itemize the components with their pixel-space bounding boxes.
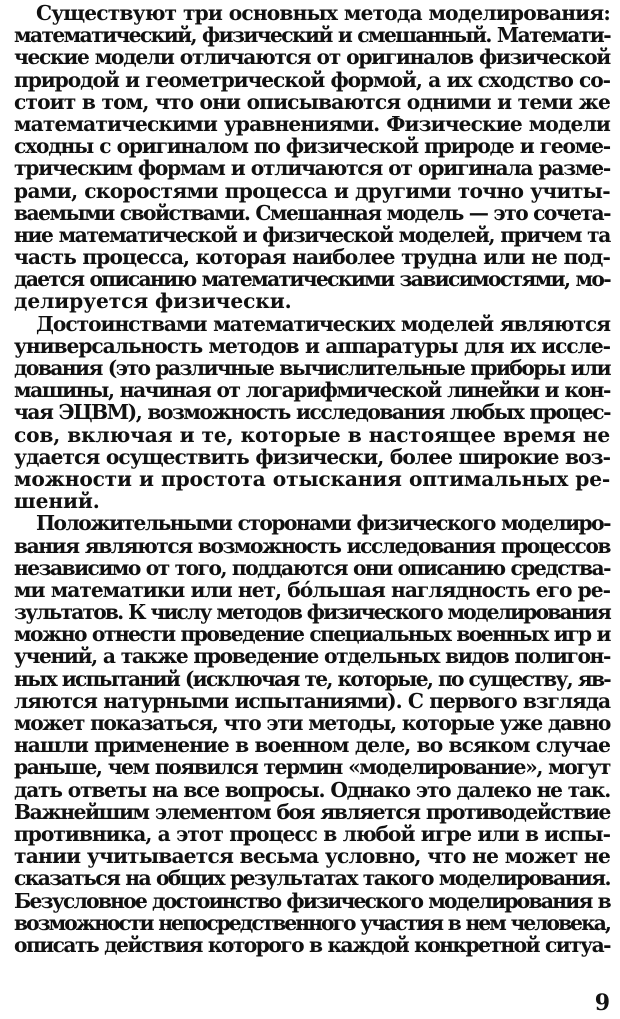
- text-line: ных испытаний (исключая те, которые, по существу, яв-: [14, 666, 610, 691]
- text-line: тании учитывается весьма условно, что не может не: [14, 844, 610, 869]
- text-line: возможности непосредственного участия в нем человека,: [14, 910, 610, 935]
- text-line: независимо от того, поддаются они описанию средства-: [14, 555, 610, 580]
- text-line: противника, а этот процесс в любой игре или в испы-: [14, 821, 610, 846]
- text-line: учений, а также проведение отдельных видов полигон-: [14, 644, 610, 669]
- text-line: Положительными сторонами физического моделиро-: [36, 511, 610, 536]
- text-line: чая ЭЦВМ), возможность исследования любых процес-: [14, 400, 610, 425]
- text-line: нашли применение в военном деле, во всяком случае: [14, 733, 610, 758]
- text-line: зультатов. К числу методов физического моделирования: [14, 600, 610, 625]
- text-line: может показаться, что эти методы, которые уже давно: [14, 711, 610, 735]
- text-line: можности и простота отыскания оптимальных ре-: [14, 466, 610, 491]
- text-line: стоит в том, что они описываются одними и теми же: [14, 89, 610, 114]
- text-line: удается осуществить физически, более широкие воз-: [14, 444, 610, 469]
- text-line: дования (это различные вычислительные приборы или: [14, 356, 610, 380]
- text-line: раньше, чем появился термин «моделирование», могут: [14, 755, 610, 780]
- text-line: шений.: [14, 489, 100, 514]
- text-line: рами, скоростями процесса и другими точно учиты-: [14, 178, 610, 203]
- text-line: сходны с оригиналом по физической природе и геоме-: [14, 134, 610, 159]
- text-line: Безусловное достоинство физического моделирования в: [14, 888, 610, 913]
- text-line: Существуют три основных метода моделирования:: [36, 1, 610, 25]
- text-line: часть процесса, которая наиболее трудна или не под-: [14, 245, 610, 270]
- text-line: вания являются возможность исследования процессов: [14, 533, 610, 558]
- text-line: дается описанию математическими зависимостями, мо-: [14, 267, 610, 292]
- text-line: делируется физически.: [14, 289, 292, 314]
- text-line: универсальность методов и аппаратуры для их иссле-: [14, 333, 610, 358]
- text-line: трическим формам и отличаются от оригинала разме-: [14, 156, 610, 181]
- text-line: Достоинствами математических моделей являются: [36, 311, 610, 336]
- text-line: ние математической и физической моделей, причем та: [14, 222, 610, 247]
- page-number: 9: [594, 990, 610, 1016]
- text-line: природой и геометрической формой, а их сходство со-: [14, 67, 610, 92]
- text-line: сказаться на общих результатах такого моделирования.: [14, 866, 610, 891]
- text-line: математический, физический и смешанный. Математи-: [14, 23, 610, 48]
- text-line: ческие модели отличаются от оригиналов физической: [14, 45, 610, 70]
- text-line: ляются натурными испытаниями). С первого взгляда: [14, 688, 610, 713]
- page-body: [14, 2, 610, 956]
- text-line: можно отнести проведение специальных военных игр и: [14, 622, 610, 647]
- text-line: описать действия которого в каждой конкретной ситуа-: [14, 932, 610, 957]
- text-line: математическими уравнениями. Физические модели: [14, 111, 610, 136]
- text-line: ваемыми свойствами. Смешанная модель — это сочета-: [14, 200, 610, 225]
- text-line: Важнейшим элементом боя является противодействие: [14, 799, 610, 824]
- text-line: сов, включая и те, которые в настоящее время не: [14, 422, 610, 447]
- text-line: дать ответы на все вопросы. Однако это далеко не так.: [14, 777, 610, 802]
- text-line: ми математики или нет, бо́льшая наглядность его ре-: [14, 577, 610, 602]
- text-line: машины, начиная от логарифмической линейки и кон-: [14, 378, 610, 403]
